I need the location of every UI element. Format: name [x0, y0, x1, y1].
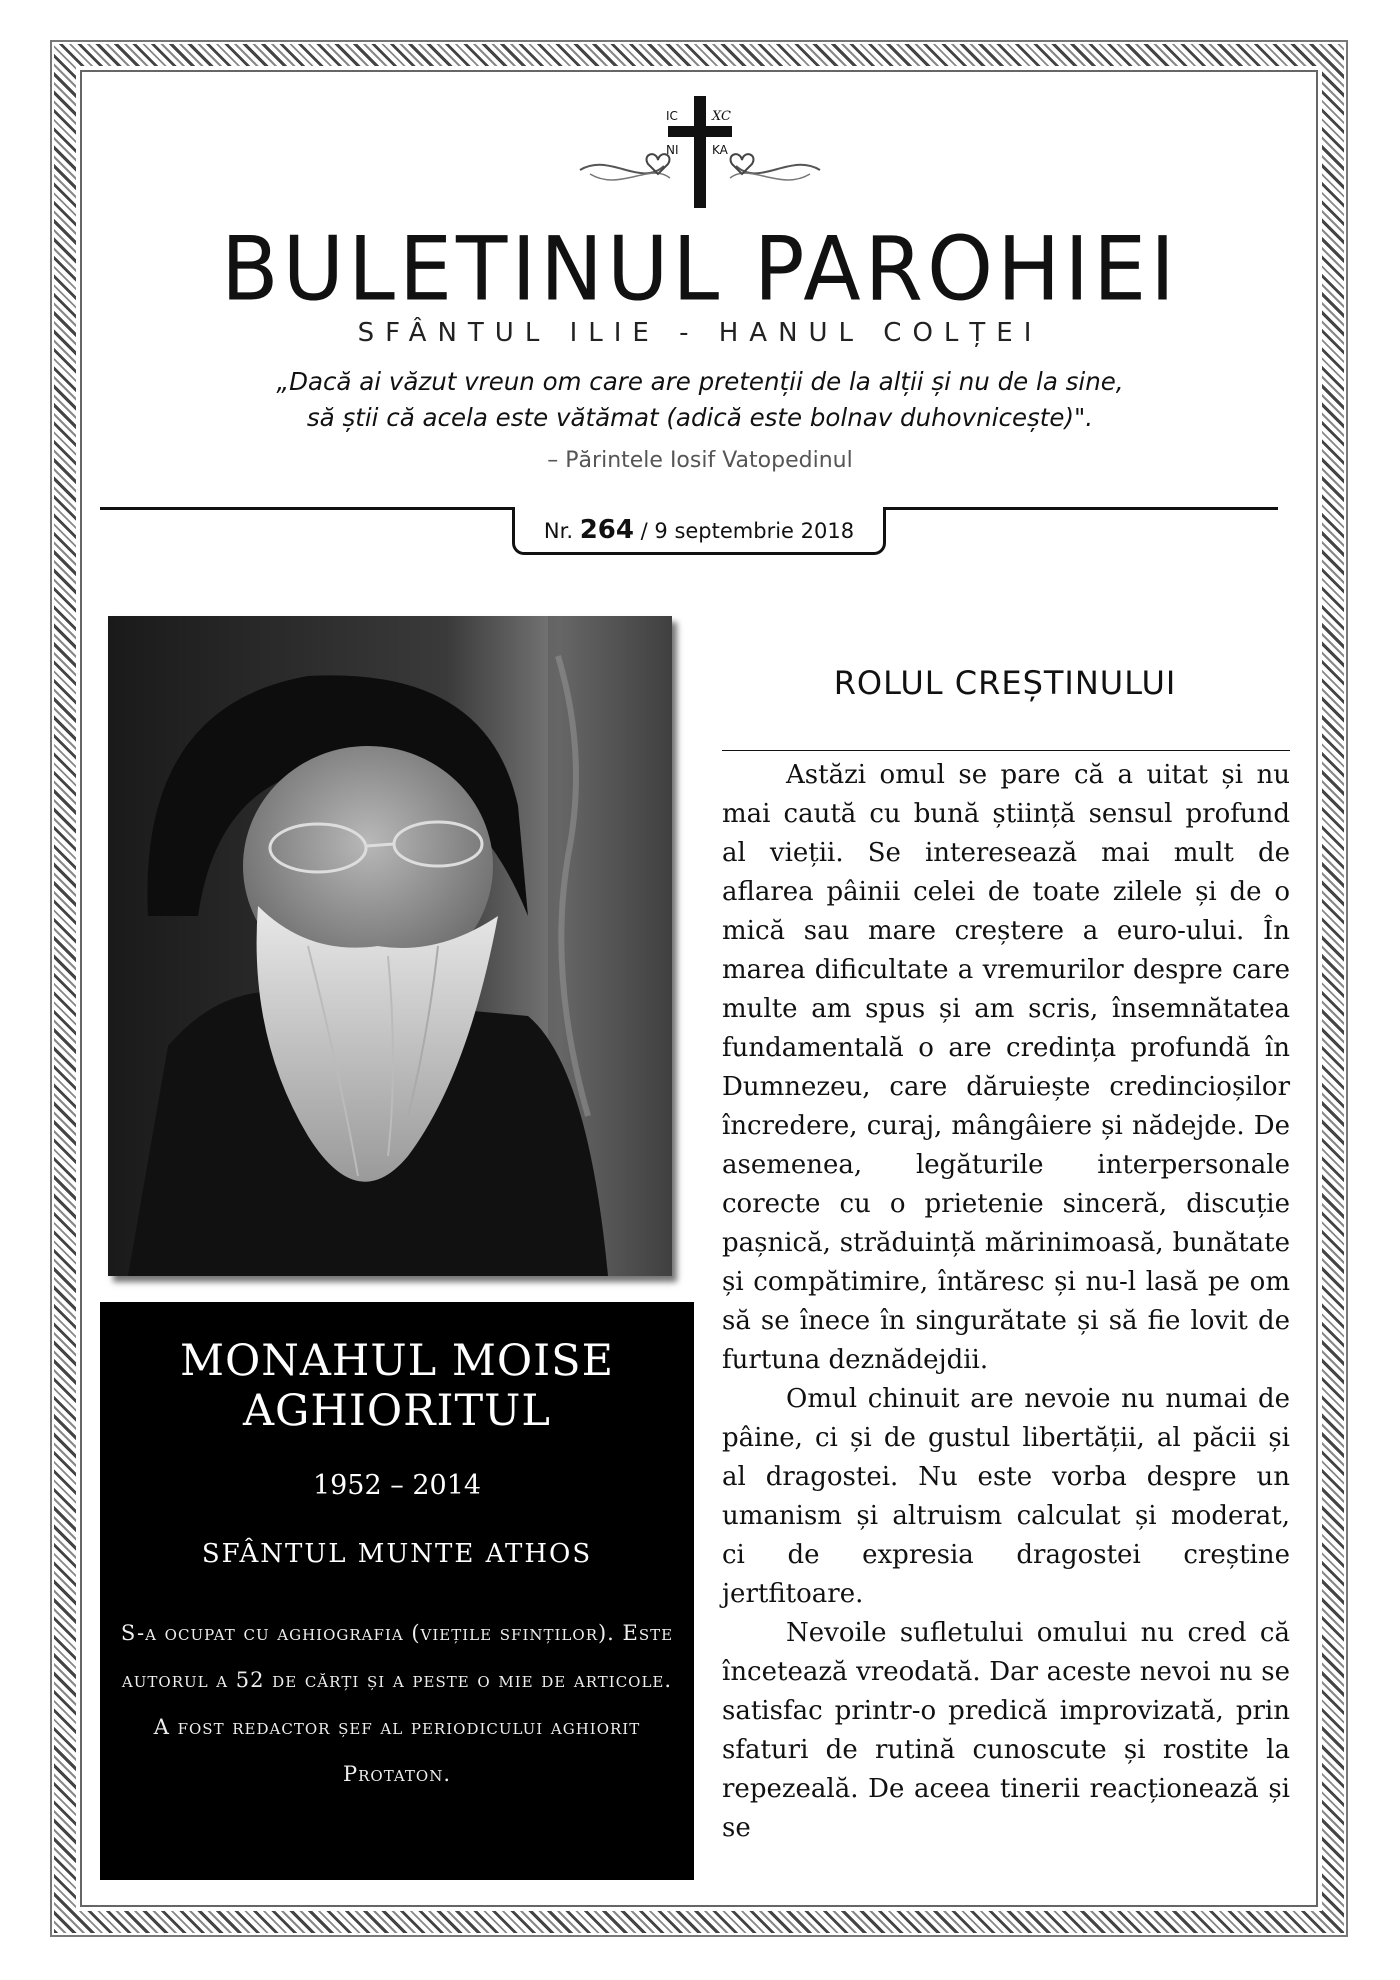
article-body	[722, 756, 1290, 1848]
monk-biography: S-a ocupat cu aghiografia (viețile sfinților). Este autorul a 52 de cărți și a peste o mie de articole. A fost redactor șef al periodicului aghiorit Protaton.	[120, 1621, 674, 1786]
article-title: ROLUL CREȘTINULUI	[833, 664, 1177, 702]
bulletin-subtitle: SFÂNTUL ILIE - HANUL COLȚEI	[357, 318, 1043, 348]
monk-name-line-2: AGHIORITUL	[243, 1386, 551, 1436]
profile-box	[100, 1302, 694, 1880]
cross-letter-ic: IC	[666, 109, 678, 123]
cross-letter-ka: KA	[712, 143, 728, 157]
issue-date: / 9 septembrie 2018	[640, 519, 855, 543]
header-quote	[160, 364, 1240, 436]
monk-years: 1952 – 2014	[312, 1470, 482, 1501]
article-title-divider	[722, 750, 1290, 751]
article-paragraph: Nevoile sufletului omului nu cred că încetează vreodată. Dar aceste nevoi nu se satisfac printr-o predică improvizată, prin sfaturi de rutină cunoscute și rostite la repezeală. De aceea tinerii reacționează și se	[722, 1618, 1290, 1843]
cross-icon	[560, 92, 840, 212]
cross-letter-xc: XC	[712, 109, 731, 124]
quote-line-1: „Dacă ai văzut vreun om care are pretenții de la alții și nu de la sine,	[276, 367, 1124, 396]
quote-author: – Părintele Iosif Vatopedinul	[547, 448, 853, 473]
monk-name	[100, 1336, 694, 1436]
issue-number: 264	[579, 515, 634, 545]
article-paragraph: Astăzi omul se pare că a uitat și nu mai caută cu bună știință sensul profund al vieții. Se interesează mai mult de aflarea pâinii celei de toate zilele și de o mică sau mare creștere a euro-ului. În marea dificultate a vremurilor despre care multe am spus și am scris, însemnătatea fundamentală o are credința profundă în Dumnezeu, care dăruiește credincioșilor încredere, curaj, mângâiere și nădejde. De asemenea, legăturile interpersonale corecte cu o prietenie sinceră, discuție pașnică, străduință mărinimoasă, bunătate și compătimire, întăresc și nu-l lasă pe om să se înece în singurătate și să fie lovit de furtuna deznădejdii.	[722, 760, 1290, 1375]
monk-portrait-photo	[108, 616, 672, 1276]
portrait-illustration	[108, 616, 672, 1276]
monk-place: SFÂNTUL MUNTE ATHOS	[201, 1539, 593, 1569]
issue-prefix: Nr.	[543, 519, 573, 543]
article-paragraph: Omul chinuit are nevoie nu numai de pâine, ci și de gustul libertății, al păcii și al dragostei. Nu este vorba despre un umanism și altruism calculat și moderat, ci de expresia dragostei creștine jertfitoare.	[722, 1384, 1290, 1609]
cross-letter-ni: NI	[666, 143, 679, 157]
issue-tab	[512, 507, 886, 555]
monk-name-line-1: MONAHUL MOISE	[179, 1336, 615, 1386]
bulletin-title: BULETINUL PAROHIEI	[221, 217, 1179, 321]
quote-line-2: să știi că acela este vătămat (adică este bolnav duhovnicește)".	[306, 403, 1094, 432]
